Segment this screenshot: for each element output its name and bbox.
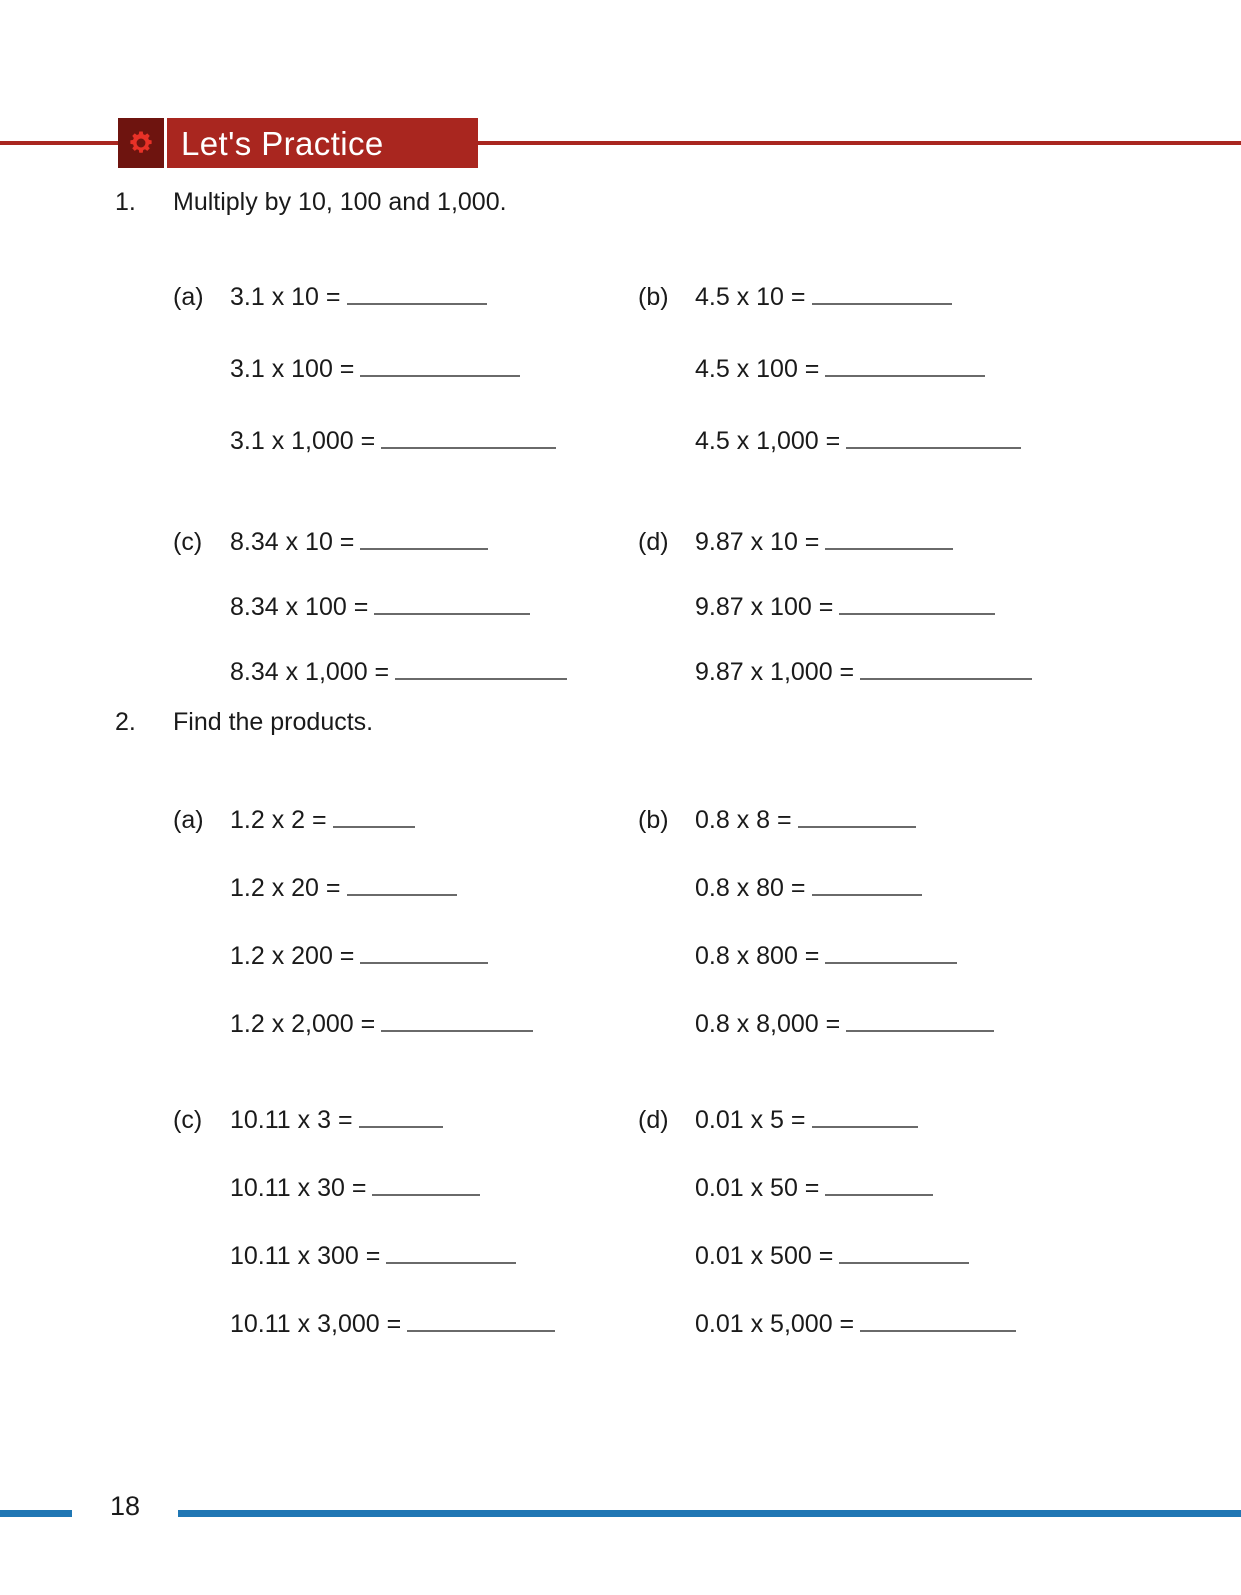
answer-blank[interactable] (860, 656, 1032, 680)
equation-text: 0.01 x 500 = (695, 1242, 834, 1270)
equation-text: 10.11 x 3 = (230, 1106, 353, 1134)
equation-row (230, 1007, 533, 1041)
equation-text: 4.5 x 1,000 = (695, 427, 841, 455)
equation-row (230, 590, 567, 624)
equation-text: 10.11 x 300 = (230, 1242, 381, 1270)
problem-lines (230, 280, 556, 458)
equation-text: 1.2 x 20 = (230, 874, 341, 902)
problem-label: (c) (173, 528, 203, 556)
equation-text: 3.1 x 1,000 = (230, 427, 376, 455)
answer-blank[interactable] (825, 526, 953, 550)
equation-row (695, 939, 994, 973)
problem-label: (b) (638, 283, 669, 311)
section-2-heading (0, 706, 1241, 748)
equation-row (695, 655, 1032, 689)
equation-row (230, 424, 556, 458)
problem-label: (d) (638, 528, 669, 556)
answer-blank[interactable] (381, 425, 556, 449)
answer-blank[interactable] (846, 1008, 994, 1032)
equation-text: 9.87 x 10 = (695, 528, 820, 556)
answer-blank[interactable] (839, 1240, 969, 1264)
equation-row (230, 280, 556, 314)
answer-blank[interactable] (395, 656, 567, 680)
footer-rule-right (178, 1510, 1241, 1517)
answer-blank[interactable] (359, 1104, 443, 1128)
answer-blank[interactable] (372, 1172, 480, 1196)
answer-blank[interactable] (347, 872, 457, 896)
header-icon-badge (118, 118, 164, 168)
equation-text: 0.8 x 80 = (695, 874, 806, 902)
problem-lines (230, 803, 533, 1041)
problem-lines (695, 1103, 1016, 1341)
answer-blank[interactable] (846, 425, 1021, 449)
footer-rule-left (0, 1510, 72, 1517)
equation-row (230, 525, 567, 559)
equation-row (230, 352, 556, 386)
page-footer (0, 1491, 1241, 1540)
equation-row (230, 803, 533, 837)
equation-text: 8.34 x 10 = (230, 528, 355, 556)
answer-blank[interactable] (860, 1308, 1016, 1332)
section-number: 1. (115, 188, 136, 216)
equation-text: 8.34 x 1,000 = (230, 658, 390, 686)
equation-row (695, 590, 1032, 624)
equation-row (695, 1239, 1016, 1273)
equation-text: 4.5 x 10 = (695, 283, 806, 311)
problem-lines (695, 280, 1021, 458)
section-1-heading (0, 186, 1241, 228)
equation-row (695, 352, 1021, 386)
problem-label: (a) (173, 806, 204, 834)
equation-row (695, 1171, 1016, 1205)
equation-text: 1.2 x 2,000 = (230, 1010, 376, 1038)
equation-text: 0.8 x 8,000 = (695, 1010, 841, 1038)
equation-text: 0.01 x 5 = (695, 1106, 806, 1134)
answer-blank[interactable] (812, 1104, 918, 1128)
equation-text: 8.34 x 100 = (230, 593, 369, 621)
answer-blank[interactable] (812, 281, 952, 305)
equation-row (695, 280, 1021, 314)
equation-text: 1.2 x 2 = (230, 806, 327, 834)
equation-row (230, 871, 533, 905)
answer-blank[interactable] (374, 591, 530, 615)
answer-blank[interactable] (360, 526, 488, 550)
answer-blank[interactable] (825, 1172, 933, 1196)
answer-blank[interactable] (333, 804, 415, 828)
equation-row (695, 424, 1021, 458)
header-rule-left (0, 141, 120, 145)
answer-blank[interactable] (798, 804, 916, 828)
header-rule-right (478, 141, 1241, 145)
equation-row (695, 803, 994, 837)
answer-blank[interactable] (386, 1240, 516, 1264)
problem-lines (230, 525, 567, 689)
problem-label: (a) (173, 283, 204, 311)
problem-lines (230, 1103, 555, 1341)
lets-practice-header (0, 118, 1241, 168)
page-title: Let's Practice (181, 124, 384, 162)
equation-text: 1.2 x 200 = (230, 942, 355, 970)
equation-row (230, 1171, 555, 1205)
equation-row (695, 525, 1032, 559)
answer-blank[interactable] (381, 1008, 533, 1032)
header-banner (167, 118, 478, 168)
equation-row (695, 871, 994, 905)
equation-row (230, 1307, 555, 1341)
problem-lines (695, 525, 1032, 689)
section-prompt: Find the products. (173, 708, 374, 736)
equation-row (695, 1103, 1016, 1137)
equation-row (230, 1239, 555, 1273)
answer-blank[interactable] (825, 940, 957, 964)
exercise-section-1 (0, 186, 1241, 688)
equation-row (230, 939, 533, 973)
problem-label: (b) (638, 806, 669, 834)
section-prompt: Multiply by 10, 100 and 1,000. (173, 188, 507, 216)
section-2-problem-grid (0, 748, 1241, 1368)
answer-blank[interactable] (407, 1308, 555, 1332)
equation-text: 0.8 x 8 = (695, 806, 792, 834)
equation-text: 4.5 x 100 = (695, 355, 820, 383)
equation-text: 10.11 x 30 = (230, 1174, 367, 1202)
equation-row (695, 1007, 994, 1041)
answer-blank[interactable] (839, 591, 995, 615)
equation-text: 10.11 x 3,000 = (230, 1310, 402, 1338)
equation-row (695, 1307, 1016, 1341)
equation-text: 9.87 x 1,000 = (695, 658, 855, 686)
answer-blank[interactable] (347, 281, 487, 305)
exercise-section-2 (0, 706, 1241, 1368)
answer-blank[interactable] (360, 353, 520, 377)
equation-row (230, 655, 567, 689)
answer-blank[interactable] (825, 353, 985, 377)
problem-lines (695, 803, 994, 1041)
equation-text: 0.8 x 800 = (695, 942, 820, 970)
section-number: 2. (115, 708, 136, 736)
problem-label: (c) (173, 1106, 203, 1134)
equation-text: 3.1 x 100 = (230, 355, 355, 383)
equation-text: 0.01 x 5,000 = (695, 1310, 855, 1338)
answer-blank[interactable] (812, 872, 922, 896)
section-1-problem-grid (0, 228, 1241, 688)
gear-icon (128, 130, 154, 156)
answer-blank[interactable] (360, 940, 488, 964)
equation-text: 0.01 x 50 = (695, 1174, 820, 1202)
equation-row (230, 1103, 555, 1137)
problem-label: (d) (638, 1106, 669, 1134)
page-number: 18 (110, 1491, 141, 1521)
equation-text: 9.87 x 100 = (695, 593, 834, 621)
equation-text: 3.1 x 10 = (230, 283, 341, 311)
